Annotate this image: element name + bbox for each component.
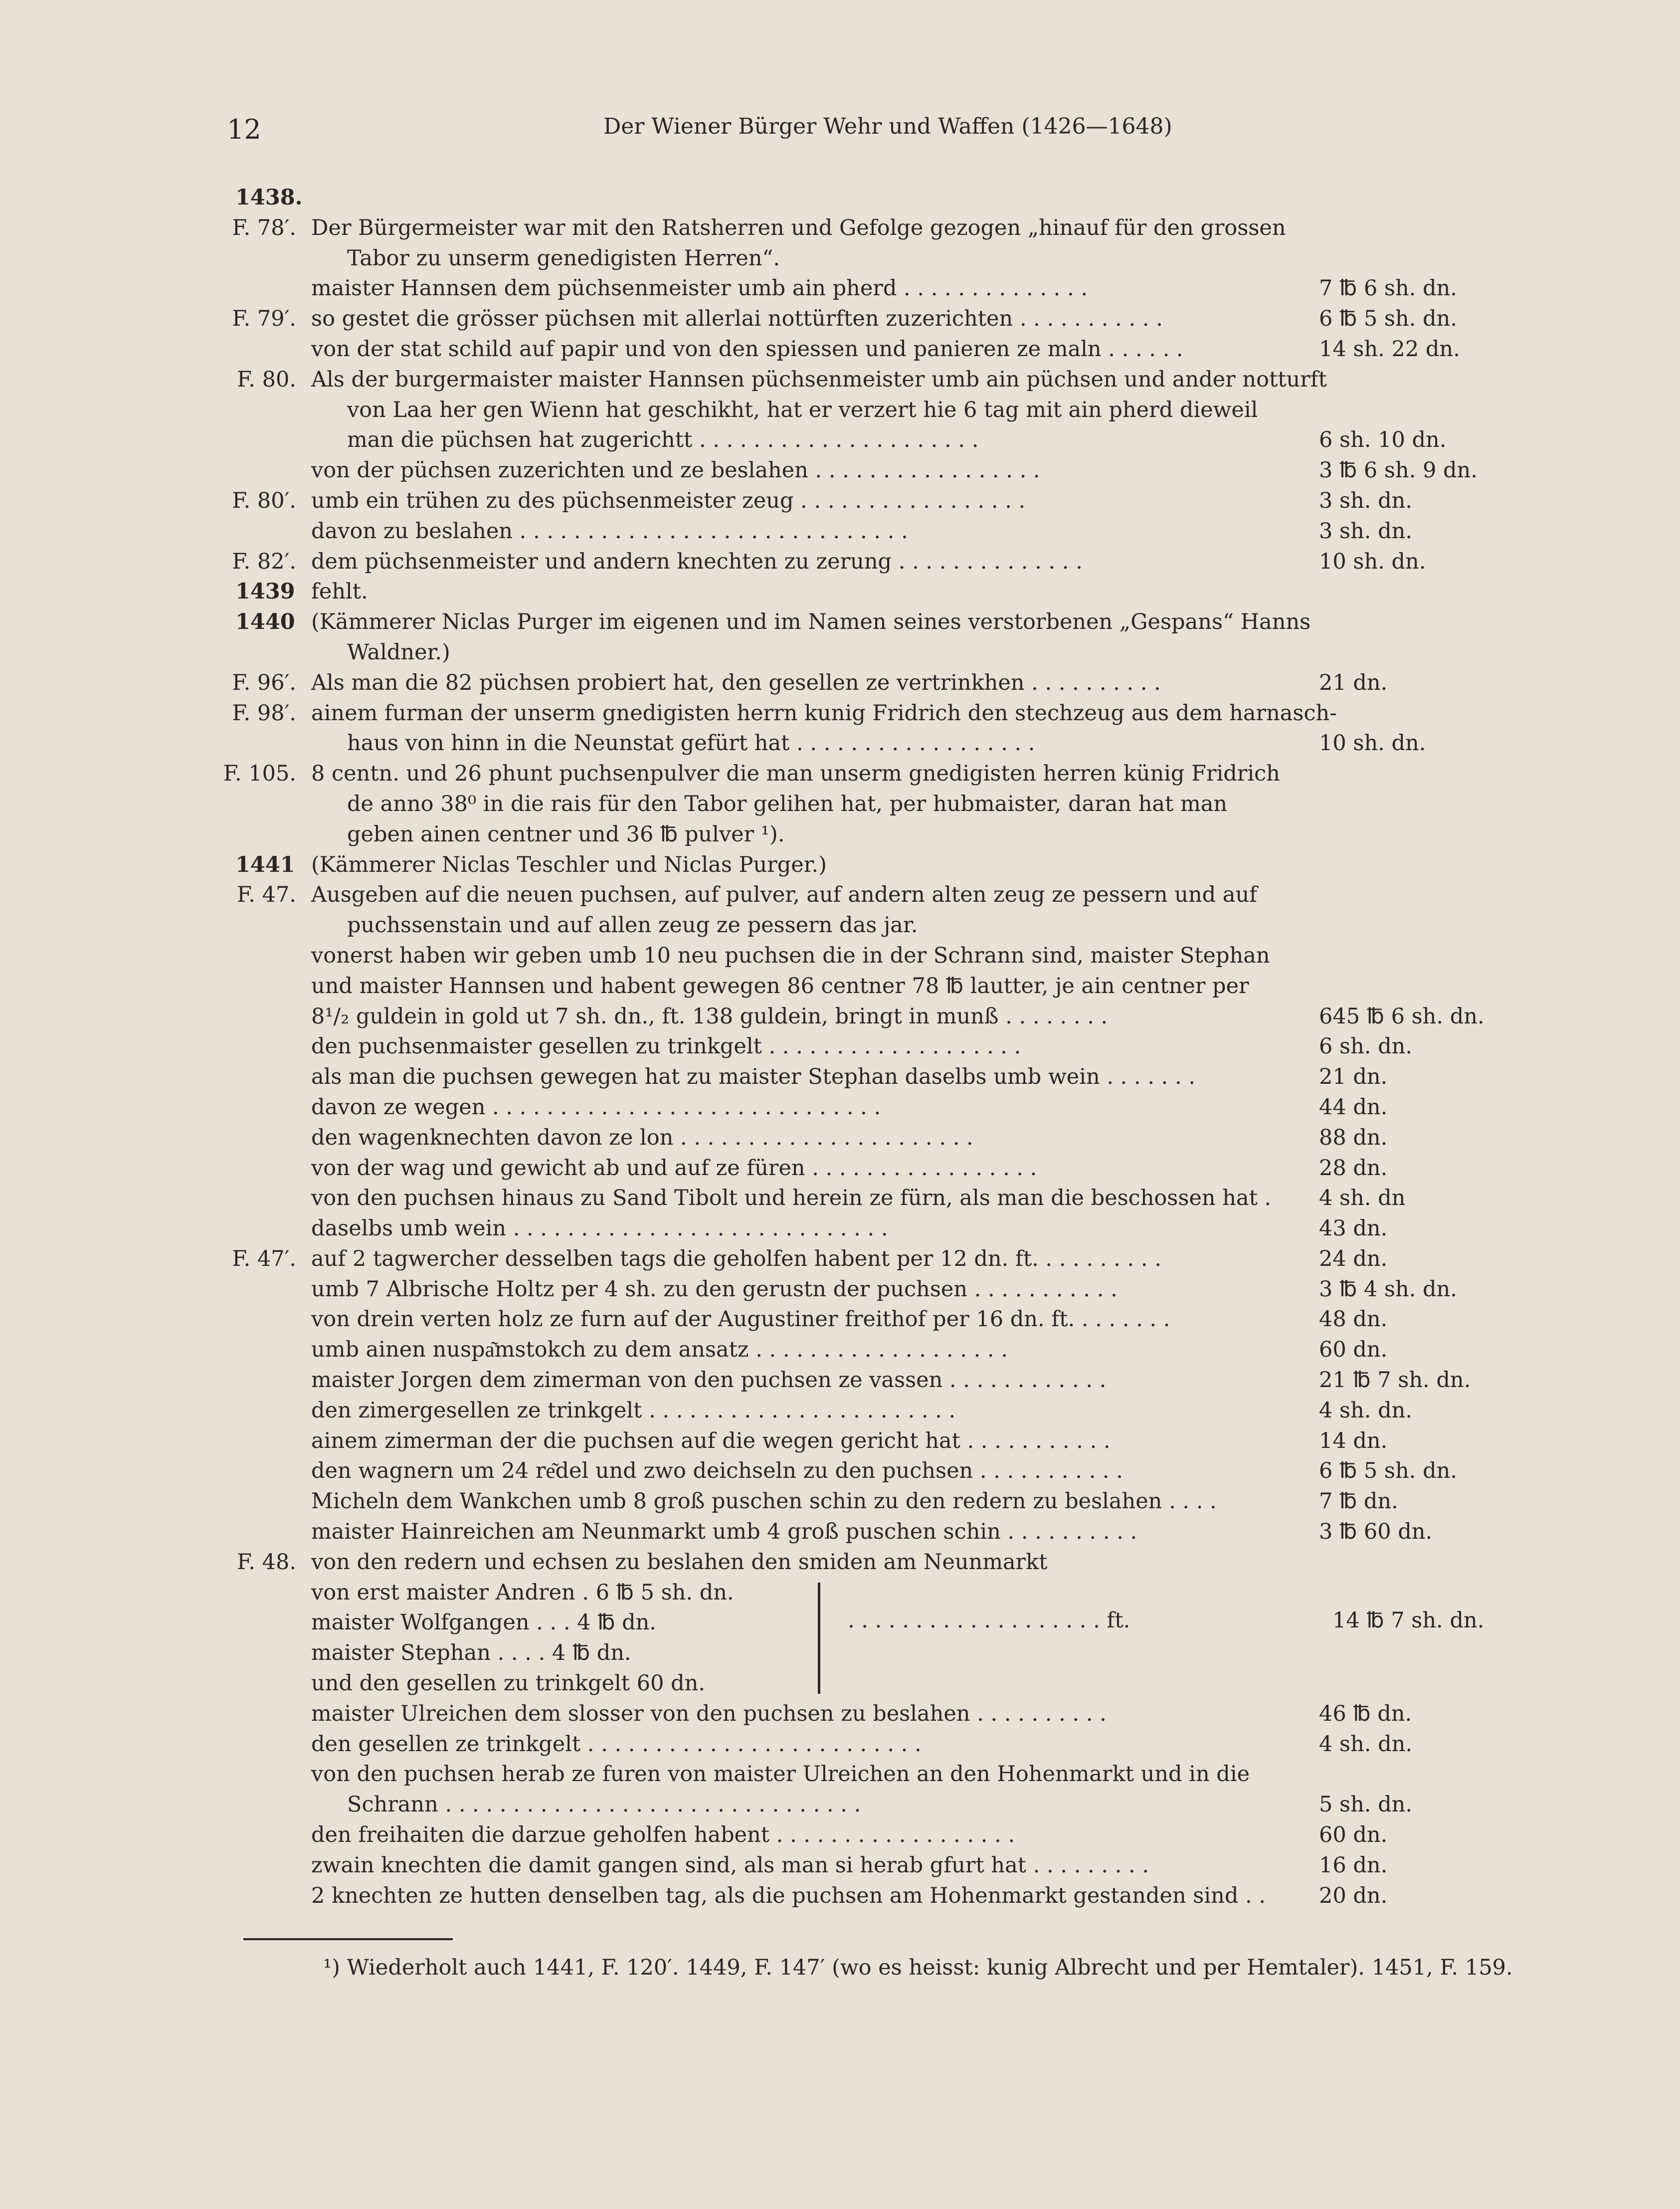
entry-line xyxy=(0,971,1680,1002)
entry-amount: 3 sh. dn. xyxy=(1319,518,1413,544)
entry-text: 2 knechten ze hutten denselben tag, als die puchsen am Hohenmarkt gestanden sind . . xyxy=(311,1883,1266,1908)
entry-line xyxy=(0,455,1680,486)
entry-amount: 14 dn. xyxy=(1319,1428,1388,1453)
entry-line xyxy=(0,213,1680,243)
entry-line xyxy=(0,1092,1680,1123)
entry-line xyxy=(0,365,1680,395)
entry-line xyxy=(0,637,1680,668)
entry-line xyxy=(0,1426,1680,1456)
entry-amount: 10 sh. dn. xyxy=(1319,549,1426,574)
entry-amount: 7 ℔ dn. xyxy=(1319,1489,1398,1514)
entry-line xyxy=(0,941,1680,971)
entry-amount: 88 dn. xyxy=(1319,1125,1388,1150)
entry-text: de anno 38⁰ in die rais für den Tabor gelihen hat, per hubmaister, daran hat man xyxy=(347,791,1228,816)
entry-amount: 6 sh. 10 dn. xyxy=(1319,427,1447,453)
entry-text: maister Stephan . . . . 4 ℔ dn. xyxy=(311,1640,631,1666)
entry-line xyxy=(0,1123,1680,1153)
folio-ref: F. 80. xyxy=(237,367,296,392)
entry-text: Schrann . . . . . . . . . . . . . . . . . . . . . . . . . . . . . . . xyxy=(347,1792,861,1817)
entry-text: davon ze wegen . . . . . . . . . . . . . . . . . . . . . . . . . . . . . xyxy=(311,1094,881,1120)
year-marker: 1438. xyxy=(235,185,303,210)
entry-text: Der Bürgermeister war mit den Ratsherren und Gefolge gezogen „hinauf für den grossen xyxy=(311,215,1286,240)
entry-text: Micheln dem Wankchen umb 8 groß puschen schin zu den redern zu beslahen . . . . xyxy=(311,1489,1217,1514)
entry-text: als man die puchsen gewegen hat zu maister Stephan daselbs umb wein . . . . . . . xyxy=(311,1064,1196,1090)
entry-text: Ausgeben auf die neuen puchsen, auf pulver, auf andern alten zeug ze pessern und auf xyxy=(311,882,1258,908)
folio-ref: F. 47. xyxy=(237,882,296,908)
folio-ref: F. 78′. xyxy=(232,215,296,240)
page-header xyxy=(0,114,1680,149)
entry-text: dem püchsenmeister und andern knechten zu zerung . . . . . . . . . . . . . . xyxy=(311,549,1083,574)
entry-text: 8 centn. und 26 phunt puchsenpulver die man unserm gnedigisten herren künig Fridrich xyxy=(311,761,1280,787)
entry-line xyxy=(0,1456,1680,1486)
entry-amount: 60 dn. xyxy=(1319,1337,1388,1363)
entry-line xyxy=(0,1820,1680,1850)
entry-line xyxy=(0,1486,1680,1517)
bracket-total-amount: 14 ℔ 7 sh. dn. xyxy=(1332,1607,1485,1633)
entry-text: und den gesellen zu trinkgelt 60 dn. xyxy=(311,1671,706,1696)
entry-line xyxy=(0,728,1680,759)
entry-line xyxy=(0,698,1680,729)
bracket-total xyxy=(0,1578,1680,1699)
entry-amount: 3 ℔ 4 sh. dn. xyxy=(1319,1276,1457,1302)
entry-text: den wagenknechten davon ze lon . . . . . . . . . . . . . . . . . . . . . . xyxy=(311,1125,973,1150)
entry-text: von drein verten holz ze furn auf der Augustiner freithof per 16 dn. ft. . . . . . . . xyxy=(311,1307,1170,1332)
entry-text: Als man die 82 püchsen probiert hat, den gesellen ze vertrinkhen . . . . . . . . . . xyxy=(311,670,1161,695)
entry-text: von den puchsen hinaus zu Sand Tibolt und herein ze fürn, als man die beschossen hat . xyxy=(311,1186,1272,1211)
entry-text: von der stat schild auf papir und von den spiessen und panieren ze maln . . . . . . xyxy=(311,336,1183,362)
entry-line xyxy=(0,1304,1680,1335)
folio-ref: F. 79′. xyxy=(232,306,296,332)
entry-amount: 14 sh. 22 dn. xyxy=(1319,336,1460,362)
entry-text: von den puchsen herab ze furen von maister Ulreichen an den Hohenmarkt und in die xyxy=(311,1762,1250,1787)
entry-line xyxy=(0,1729,1680,1760)
entry-line xyxy=(0,789,1680,819)
entry-line xyxy=(0,1002,1680,1032)
folio-ref: F. 105. xyxy=(223,761,296,787)
folio-ref: F. 48. xyxy=(237,1549,296,1575)
entry-amount: 16 dn. xyxy=(1319,1852,1388,1878)
entry-line xyxy=(0,1183,1680,1213)
entry-line xyxy=(0,1517,1680,1547)
folio-ref: F. 96′. xyxy=(232,670,296,695)
entry-text: von der püchsen zuzerichten und ze beslahen . . . . . . . . . . . . . . . . . xyxy=(311,458,1040,483)
entry-amount: 3 ℔ 6 sh. 9 dn. xyxy=(1319,458,1478,483)
entry-line xyxy=(0,1699,1680,1729)
entry-text: umb ainen nuspa͂mstokch zu dem ansatz . . . . . . . . . . . . . . . . . . . xyxy=(311,1337,1008,1363)
bracket-total-dots: . . . . . . . . . . . . . . . . . . . ft. xyxy=(848,1607,1130,1633)
year-marker: 1440 xyxy=(235,609,295,635)
entry-text: zwain knechten die damit gangen sind, als man si herab gfurt hat . . . . . . . . . xyxy=(311,1852,1149,1878)
entry-text: geben ainen centner und 36 ℔ pulver ¹). xyxy=(347,821,785,847)
entry-amount: 46 ℔ dn. xyxy=(1319,1701,1412,1726)
entry-amount: 20 dn. xyxy=(1319,1883,1388,1908)
entry-amount: 21 dn. xyxy=(1319,670,1388,695)
entry-amount: 7 ℔ 6 sh. dn. xyxy=(1319,276,1457,301)
entry-amount: 60 dn. xyxy=(1319,1822,1388,1848)
entry-line xyxy=(0,819,1680,850)
entry-line xyxy=(0,577,1680,607)
entry-line xyxy=(0,395,1680,425)
entry-text: puchssenstain und auf allen zeug ze pessern das jar. xyxy=(347,913,918,938)
entry-text: ainem zimerman der die puchsen auf die wegen gericht hat . . . . . . . . . . . xyxy=(311,1428,1111,1453)
entry-line xyxy=(0,334,1680,365)
entry-amount: 4 sh. dn. xyxy=(1319,1731,1413,1757)
year-marker: 1441 xyxy=(235,852,295,877)
entry-text: den wagnern um 24 re͂del und zwo deichseln zu den puchsen . . . . . . . . . . . xyxy=(311,1458,1123,1484)
entry-text: von Laa her gen Wienn hat geschikht, hat er verzert hie 6 tag mit ain pherd dieweil xyxy=(347,397,1258,422)
entry-line xyxy=(0,273,1680,304)
entry-text: haus von hinn in die Neunstat gefürt hat . . . . . . . . . . . . . . . . . . xyxy=(347,731,1035,756)
entry-amount: 43 dn. xyxy=(1319,1216,1388,1241)
entry-text: Waldner.) xyxy=(347,639,450,665)
folio-ref: F. 80′. xyxy=(232,488,296,513)
entry-text: 8¹/₂ guldein in gold ut 7 sh. dn., ft. 138 guldein, bringt in munß . . . . . . . . xyxy=(311,1004,1108,1029)
entry-line xyxy=(0,1850,1680,1881)
entry-text: von der wag und gewicht ab und auf ze füren . . . . . . . . . . . . . . . . . xyxy=(311,1155,1037,1181)
folio-ref: F. 98′. xyxy=(232,700,296,726)
entry-amount: 4 sh. dn. xyxy=(1319,1398,1413,1423)
entry-line xyxy=(0,243,1680,274)
entry-line xyxy=(0,547,1680,577)
entry-amount: 6 ℔ 5 sh. dn. xyxy=(1319,306,1457,332)
entry-text: man die püchsen hat zugerichtt . . . . . . . . . . . . . . . . . . . . . xyxy=(347,427,979,453)
entry-line xyxy=(0,1274,1680,1305)
entry-amount: 21 ℔ 7 sh. dn. xyxy=(1319,1368,1471,1393)
entry-text: vonerst haben wir geben umb 10 neu puchsen die in der Schrann sind, maister Stephan xyxy=(311,943,1270,968)
entry-text: maister Wolfgangen . . . 4 ℔ dn. xyxy=(311,1610,656,1635)
entry-line xyxy=(0,1365,1680,1396)
entry-text: den freihaiten die darzue geholfen habent . . . . . . . . . . . . . . . . . . xyxy=(311,1822,1015,1848)
entry-line xyxy=(0,1335,1680,1365)
folio-ref: F. 82′. xyxy=(232,549,296,574)
folio-ref: F. 47′. xyxy=(232,1246,296,1271)
entry-line xyxy=(0,183,1680,213)
entry-text: maister Hannsen dem püchsenmeister umb ain pherd . . . . . . . . . . . . . . xyxy=(311,276,1088,301)
entry-amount: 645 ℔ 6 sh. dn. xyxy=(1319,1004,1485,1029)
entry-amount: 48 dn. xyxy=(1319,1307,1388,1332)
year-marker: 1439 xyxy=(235,579,295,604)
entry-amount: 28 dn. xyxy=(1319,1155,1388,1181)
entry-line xyxy=(0,1213,1680,1244)
entry-text: daselbs umb wein . . . . . . . . . . . . . . . . . . . . . . . . . . . . xyxy=(311,1216,888,1241)
entry-text: davon zu beslahen . . . . . . . . . . . . . . . . . . . . . . . . . . . . . xyxy=(311,518,908,544)
entry-text: umb ein trühen zu des püchsenmeister zeug . . . . . . . . . . . . . . . . . xyxy=(311,488,1026,513)
entry-line xyxy=(0,486,1680,516)
entry-text: maister Jorgen dem zimerman von den puchsen ze vassen . . . . . . . . . . . . xyxy=(311,1368,1107,1393)
running-title: Der Wiener Bürger Wehr und Waffen (1426—1648) xyxy=(603,114,1172,139)
entry-line xyxy=(0,1396,1680,1426)
entry-line xyxy=(0,880,1680,910)
entry-line xyxy=(0,850,1680,880)
entry-amount: 6 ℔ 5 sh. dn. xyxy=(1319,1458,1457,1484)
entry-line xyxy=(0,516,1680,547)
entry-text: so gestet die grösser püchsen mit allerlai nottürften zuzerichten . . . . . . . . . . . xyxy=(311,306,1163,332)
entry-text: den puchsenmaister gesellen zu trinkgelt . . . . . . . . . . . . . . . . . . . xyxy=(311,1034,1021,1059)
entry-text: Als der burgermaister maister Hannsen püchsenmeister umb ain püchsen und ander notturft xyxy=(311,367,1327,392)
entry-text: maister Ulreichen dem slosser von den puchsen zu beslahen . . . . . . . . . . xyxy=(311,1701,1107,1726)
entry-text: Tabor zu unserm genedigisten Herren“. xyxy=(347,245,780,271)
entry-amount: 10 sh. dn. xyxy=(1319,731,1426,756)
entry-amount: 3 sh. dn. xyxy=(1319,488,1413,513)
entry-line xyxy=(0,668,1680,698)
footnote: ¹) Wiederholt auch 1441, F. 120′. 1449, F. 147′ (wo es heisst: kunig Albrecht und per Hemtaler). 1451, F. 159. xyxy=(323,1955,1513,1980)
entry-amount: 44 dn. xyxy=(1319,1094,1388,1120)
entry-amount: 24 dn. xyxy=(1319,1246,1388,1271)
entry-line xyxy=(0,1759,1680,1790)
entry-text: maister Hainreichen am Neunmarkt umb 4 groß puschen schin . . . . . . . . . . xyxy=(311,1519,1137,1545)
entry-amount: 6 sh. dn. xyxy=(1319,1034,1413,1059)
entry-text: den zimergesellen ze trinkgelt . . . . . . . . . . . . . . . . . . . . . . . xyxy=(311,1398,956,1423)
entry-text: und maister Hannsen und habent gewegen 86 centner 78 ℔ lautter, je ain centner per xyxy=(311,973,1249,999)
entry-text: (Kämmerer Niclas Teschler und Niclas Purger.) xyxy=(311,852,827,877)
entry-amount: 21 dn. xyxy=(1319,1064,1388,1090)
entry-text: auf 2 tagwercher desselben tags die geholfen habent per 12 dn. ft. . . . . . . . . . xyxy=(311,1246,1161,1271)
entry-line xyxy=(0,1547,1680,1578)
footnote-rule xyxy=(243,1938,453,1940)
brace xyxy=(818,1583,820,1694)
entry-line xyxy=(0,759,1680,789)
page-number: 12 xyxy=(227,114,261,145)
entry-amount: 4 sh. dn xyxy=(1319,1186,1406,1211)
entry-line xyxy=(0,1062,1680,1092)
entry-line xyxy=(0,1790,1680,1820)
entry-amount: 5 sh. dn. xyxy=(1319,1792,1413,1817)
entry-text: von erst maister Andren . 6 ℔ 5 sh. dn. xyxy=(311,1580,734,1605)
entry-line xyxy=(0,1031,1680,1062)
entry-line xyxy=(0,607,1680,637)
entry-line xyxy=(0,1153,1680,1184)
entry-line xyxy=(0,304,1680,334)
entry-line xyxy=(0,425,1680,455)
entry-text: ainem furman der unserm gnedigisten herrn kunig Fridrich den stechzeug aus dem harnasch- xyxy=(311,700,1337,726)
entry-text: (Kämmerer Niclas Purger im eigenen und im Namen seines verstorbenen „Gespans“ Hanns xyxy=(311,609,1311,635)
entry-text: den gesellen ze trinkgelt . . . . . . . . . . . . . . . . . . . . . . . . . xyxy=(311,1731,922,1757)
entry-text: umb 7 Albrische Holtz per 4 sh. zu den gerustn der puchsen . . . . . . . . . . . xyxy=(311,1276,1118,1302)
entry-text: fehlt. xyxy=(311,579,368,604)
entry-line xyxy=(0,910,1680,941)
entry-text: von den redern und echsen zu beslahen den smiden am Neunmarkt xyxy=(311,1549,1048,1575)
entry-line xyxy=(0,1244,1680,1274)
entry-amount: 3 ℔ 60 dn. xyxy=(1319,1519,1433,1545)
entry-line xyxy=(0,1881,1680,1911)
